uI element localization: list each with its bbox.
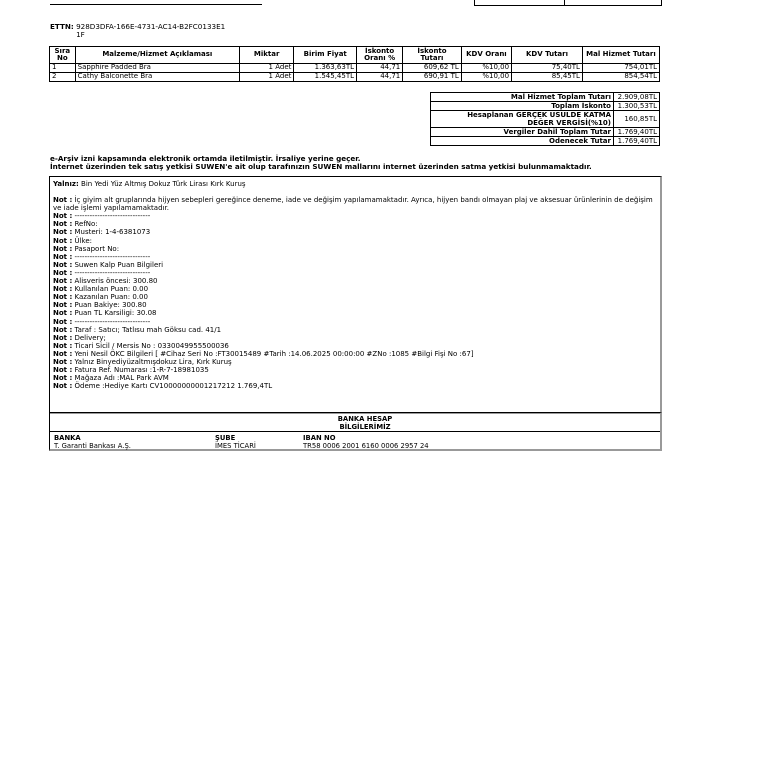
note-line bbox=[53, 301, 657, 309]
bank-title: BANKA HESAP BİLGİLERİMİZ bbox=[337, 415, 393, 431]
col-header: Sıra No bbox=[50, 47, 76, 64]
note-line bbox=[53, 253, 657, 261]
table-row bbox=[50, 73, 660, 82]
totals-label: Toplam İskonto bbox=[431, 102, 614, 111]
note-label: Not : bbox=[53, 277, 73, 286]
note-text: Kullanılan Puan: 0.00 bbox=[74, 285, 149, 294]
cell: %10,00 bbox=[461, 73, 511, 82]
note-text: Alisveris öncesi: 300.80 bbox=[74, 277, 158, 286]
note-line bbox=[53, 342, 657, 350]
cell: 1 Adet bbox=[239, 64, 293, 73]
note-text: ------------------------------ bbox=[74, 252, 151, 261]
note-line bbox=[53, 382, 657, 390]
cell: 1.545,45TL bbox=[294, 73, 357, 82]
cell: 1 Adet bbox=[239, 73, 293, 82]
note-label: Not : bbox=[53, 228, 73, 237]
table-row bbox=[50, 64, 660, 73]
note-line bbox=[53, 350, 657, 358]
note-text: Puan Bakiye: 300.80 bbox=[74, 301, 147, 310]
totals-row bbox=[431, 111, 660, 128]
bank-column bbox=[54, 434, 131, 450]
note-line bbox=[53, 261, 657, 269]
iban-value: TR58 0006 2001 6160 0006 2957 24 bbox=[303, 442, 429, 450]
iban-column bbox=[303, 434, 429, 450]
note-label: Not : bbox=[53, 333, 73, 342]
notice-line-2: İnternet üzerinden tek satış yetkisi SUWEN'e ait olup tarafınızın SUWEN mallarını internet üzerinden satma yetkisi bulunmamaktadır. bbox=[50, 162, 592, 171]
note-label: Not : bbox=[53, 196, 73, 205]
cell: Cathy Balconette Bra bbox=[75, 73, 239, 82]
totals-row bbox=[431, 137, 660, 146]
totals-value: 1.769,40TL bbox=[614, 128, 660, 137]
note-text: RefNo: bbox=[74, 220, 98, 229]
bank-divider bbox=[50, 431, 660, 432]
legal-notice bbox=[50, 155, 700, 171]
note-label: Not : bbox=[53, 309, 73, 318]
note-label: Not : bbox=[53, 212, 73, 221]
cell: 44,71 bbox=[357, 64, 403, 73]
cell: 1 bbox=[50, 64, 76, 73]
totals-value: 2.909,08TL bbox=[614, 93, 660, 102]
cell: 85,45TL bbox=[512, 73, 583, 82]
note-line bbox=[53, 366, 657, 374]
col-header: Malzeme/Hizmet Açıklaması bbox=[75, 47, 239, 64]
note-label: Not : bbox=[53, 285, 73, 294]
note-label: Not : bbox=[53, 325, 73, 334]
note-line bbox=[53, 237, 657, 245]
col-header: KDV Tutarı bbox=[512, 47, 583, 64]
note-label: Not : bbox=[53, 374, 73, 383]
totals-value: 1.769,40TL bbox=[614, 137, 660, 146]
cell: 2 bbox=[50, 73, 76, 82]
col-header: Mal Hizmet Tutarı bbox=[582, 47, 659, 64]
note-label: Not : bbox=[53, 357, 73, 366]
cell: 1.363,63TL bbox=[294, 64, 357, 73]
note-line bbox=[53, 334, 657, 342]
note-line bbox=[53, 228, 657, 236]
totals-row bbox=[431, 93, 660, 102]
note-line bbox=[53, 358, 657, 366]
note-label: Not : bbox=[53, 260, 73, 269]
ettn-value: 928D3DFA-166E-4731-AC14-B2FC0133E11F bbox=[76, 22, 226, 40]
ettn-block bbox=[50, 23, 226, 39]
note-text: Fatura Ref. Numarası :1-R-7-18981035 bbox=[74, 366, 209, 375]
note-label: Not : bbox=[53, 220, 73, 229]
totals-value: 160,85TL bbox=[614, 111, 660, 128]
note-text: Taraf : Satıcı; Tatlısu mah Göksu cad. 41/1 bbox=[74, 325, 222, 334]
bank-info-box bbox=[49, 412, 662, 451]
branch-column bbox=[215, 434, 256, 450]
note-text: ------------------------------ bbox=[74, 317, 151, 326]
cell: 75,40TL bbox=[512, 64, 583, 73]
cell: 754,01TL bbox=[582, 64, 659, 73]
note-text: Kazanılan Puan: 0.00 bbox=[74, 293, 148, 302]
notice-line-1: e-Arşiv izni kapsamında elektronik ortamda iletilmiştir. İrsaliye yerine geçer. bbox=[50, 154, 361, 163]
note-label: Not : bbox=[53, 301, 73, 310]
totals-row bbox=[431, 128, 660, 137]
branch-label: ŞUBE bbox=[215, 434, 236, 442]
note-text: ------------------------------ bbox=[74, 212, 151, 221]
cell: %10,00 bbox=[461, 64, 511, 73]
note-label: Not : bbox=[53, 236, 73, 245]
note-label: Not : bbox=[53, 244, 73, 253]
note-line bbox=[53, 212, 657, 220]
note-text: Puan TL Karsiligi: 30.08 bbox=[74, 309, 157, 318]
cell: 690,91 TL bbox=[403, 73, 462, 82]
note-label: Not : bbox=[53, 382, 73, 391]
bank-value: T. Garanti Bankası A.Ş. bbox=[54, 442, 131, 450]
notes-box bbox=[49, 176, 662, 414]
note-line bbox=[53, 309, 657, 317]
note-label: Not : bbox=[53, 341, 73, 350]
note-text: İç giyim alt gruplarında hijyen sebepleri gereğince deneme, iade ve değişim yapılamamaktadır. Ayrıca, hijyen bandı olmayan plaj ve aksesuar ürünlerinin de değişim ve iade işlemi yapılamamaktadır. bbox=[53, 196, 653, 213]
note-label: Not : bbox=[53, 268, 73, 277]
col-header: Miktar bbox=[239, 47, 293, 64]
col-header: İskonto Tutarı bbox=[403, 47, 462, 64]
col-header: İskonto Oranı % bbox=[357, 47, 403, 64]
note-text: Pasaport No: bbox=[74, 244, 120, 253]
note-text: Ticari Sicil / Mersis No : 0330049955500036 bbox=[74, 341, 229, 350]
totals-row bbox=[431, 102, 660, 111]
amount-in-words bbox=[53, 180, 657, 188]
col-header: KDV Oranı bbox=[461, 47, 511, 64]
header-info-box bbox=[474, 0, 662, 6]
totals-label: Hesaplanan GERÇEK USULDE KATMA DEĞER VERGİSİ(%10) bbox=[431, 111, 614, 128]
totals-label: Vergiler Dahil Toplam Tutar bbox=[431, 128, 614, 137]
totals-label: Ödenecek Tutar bbox=[431, 137, 614, 146]
yalniz-value: Bin Yedi Yüz Altmış Dokuz Türk Lirası Kırk Kuruş bbox=[81, 180, 246, 188]
header-divider bbox=[50, 4, 262, 5]
note-text: Delivery; bbox=[74, 333, 106, 342]
note-text: Ülke: bbox=[74, 236, 93, 245]
note-label: Not : bbox=[53, 317, 73, 326]
note-line bbox=[53, 277, 657, 285]
yalniz-label: Yalnız: bbox=[53, 180, 79, 188]
items-table bbox=[49, 46, 660, 82]
note-label: Not : bbox=[53, 252, 73, 261]
note-line bbox=[53, 293, 657, 301]
totals-value: 1.300,53TL bbox=[614, 102, 660, 111]
note-text: ------------------------------ bbox=[74, 268, 151, 277]
totals-table bbox=[430, 92, 660, 146]
note-label: Not : bbox=[53, 366, 73, 375]
notes-list bbox=[53, 196, 657, 390]
ettn-label: ETTN: bbox=[50, 22, 74, 31]
iban-label: IBAN NO bbox=[303, 434, 336, 442]
note-line bbox=[53, 326, 657, 334]
note-line bbox=[53, 245, 657, 253]
note-text: Mağaza Adı :MAL Park AVM bbox=[74, 374, 169, 383]
note-text: Suwen Kalp Puan Bilgileri bbox=[74, 260, 164, 269]
cell: 609,62 TL bbox=[403, 64, 462, 73]
note-text: Yeni Nesil ÖKC Bilgileri [ #Cihaz Seri No :FT30015489 #Tarih :14.06.2025 00:00:00 #ZNo :1085 #Bilgi Fişi No :67] bbox=[74, 349, 474, 358]
totals-label: Mal Hizmet Toplam Tutarı bbox=[431, 93, 614, 102]
cell: 854,54TL bbox=[582, 73, 659, 82]
items-header-row bbox=[50, 47, 660, 64]
note-line bbox=[53, 196, 657, 212]
note-label: Not : bbox=[53, 293, 73, 302]
note-label: Not : bbox=[53, 349, 73, 358]
note-line bbox=[53, 269, 657, 277]
note-text: Musteri: 1-4-6381073 bbox=[74, 228, 151, 237]
cell: 44,71 bbox=[357, 73, 403, 82]
note-line bbox=[53, 220, 657, 228]
col-header: Birim Fiyat bbox=[294, 47, 357, 64]
note-line bbox=[53, 318, 657, 326]
bank-label: BANKA bbox=[54, 434, 81, 442]
note-text: Ödeme :Hediye Kartı CV10000000001217212 1.769,4TL bbox=[74, 382, 273, 391]
branch-value: İMES TİCARİ bbox=[215, 442, 256, 450]
note-text: Yalnız Binyediyüzaltmışdokuz Lira, Kırk Kuruş bbox=[74, 357, 232, 366]
note-line bbox=[53, 285, 657, 293]
cell: Sapphire Padded Bra bbox=[75, 64, 239, 73]
